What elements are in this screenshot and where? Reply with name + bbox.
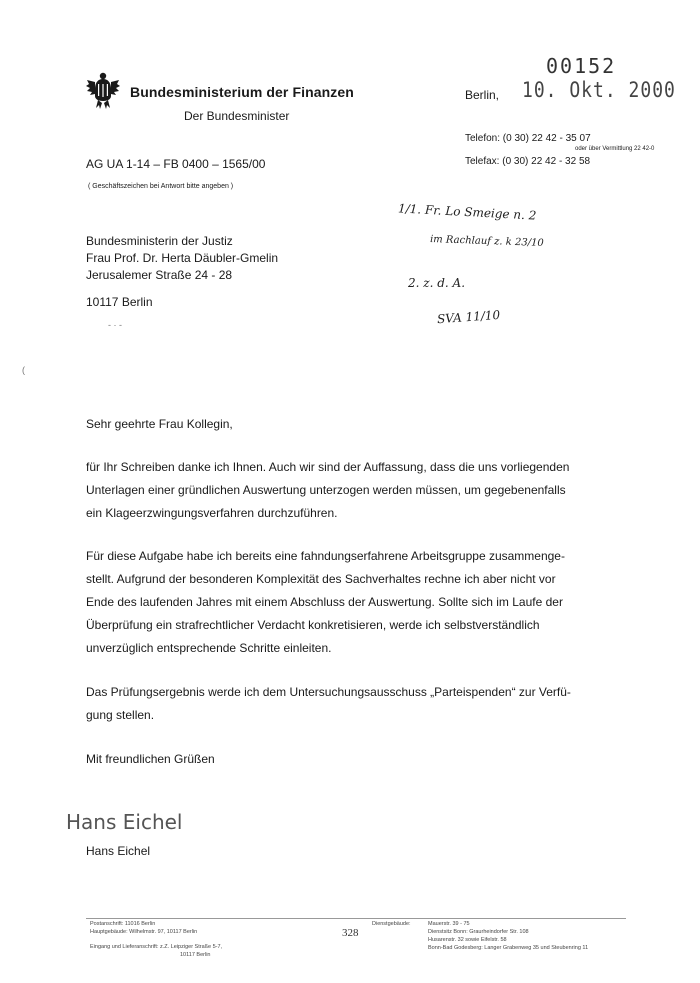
signature: Hans Eichel xyxy=(66,810,183,834)
paragraph-2 xyxy=(86,545,626,660)
footer-address-4: Bonn-Bad Godesberg: Langer Grabenweg 35 und Steubenring 11 xyxy=(428,945,589,951)
page-number: 328 xyxy=(342,927,359,939)
ministry-name: Bundesministerium der Finanzen xyxy=(130,84,354,100)
paragraph-line: unverzüglich entsprechende Schritte einleiten. xyxy=(86,641,332,655)
salutation: Sehr geehrte Frau Kollegin, xyxy=(86,417,233,431)
recipient-line-2: Frau Prof. Dr. Herta Däubler-Gmelin xyxy=(86,251,279,265)
paragraph-line: Überprüfung ein strafrechtlicher Verdacht konkretisieren, werde ich selbstverständlich xyxy=(86,618,540,632)
document-stamp-number: 00152 xyxy=(546,54,617,78)
paragraph-line: gung stellen. xyxy=(86,708,155,722)
footer-eingang-plz: 10117 Berlin xyxy=(180,952,211,958)
footer-divider xyxy=(86,918,626,919)
paragraph-line: für Ihr Schreiben danke ich Ihnen. Auch wir sind der Auffassung, dass die uns vorliegenden xyxy=(86,460,570,474)
paragraph-line: Unterlagen einer gründlichen Auswertung unterzogen werden müssen, um gegebenenfalls xyxy=(86,483,566,497)
footer-hauptgebaeude: Hauptgebäude: Wilhelmstr. 97, 10117 Berlin xyxy=(90,929,198,935)
handwritten-note-3: 2. z. d. A. xyxy=(408,276,466,290)
date-stamp: 10. Okt. 2000 xyxy=(522,77,676,104)
reference-number: AG UA 1-14 – FB 0400 – 1565/00 xyxy=(86,157,266,171)
footer-address-1: Mauerstr. 39 - 75 xyxy=(428,921,470,927)
closing: Mit freundlichen Grüßen xyxy=(86,752,215,766)
recipient-line-1: Bundesministerin der Justiz xyxy=(86,234,233,248)
recipient-line-3: Jerusalemer Straße 24 - 28 xyxy=(86,268,233,282)
paragraph-line: Ende des laufenden Jahres mit einem Abschluss der Auswertung. Sollte sich im Laufe der xyxy=(86,595,563,609)
scan-mark: - · - xyxy=(108,320,122,330)
footer-eingang: Eingang und Lieferanschrift: z.Z. Leipziger Straße 5-7, xyxy=(90,944,223,950)
paragraph-line: stellt. Aufgrund der besonderen Komplexität des Sachverhaltes rechne ich aber nicht vor xyxy=(86,572,556,586)
scan-mark: ( xyxy=(22,365,25,375)
paragraph-1 xyxy=(86,456,626,525)
signer-name: Hans Eichel xyxy=(86,844,151,858)
handwritten-note-1: 1/1. Fr. Lo Smeige n. 2 xyxy=(397,201,537,223)
handwritten-initials: SVA 11/10 xyxy=(436,307,501,327)
date-city: Berlin, xyxy=(465,88,500,102)
footer-dienstgebaeude-label: Dienstgebäude: xyxy=(372,921,411,927)
department-name: Der Bundesminister xyxy=(184,109,290,123)
telefax-number: Telefax: (0 30) 22 42 - 32 58 xyxy=(465,156,591,167)
paragraph-line: ein Klageerzwingungsverfahren durchzuführen. xyxy=(86,506,338,520)
footer-address-2: Dienstsitz Bonn: Graurheindorfer Str. 108 xyxy=(428,929,529,935)
telefon-number: Telefon: (0 30) 22 42 - 35 07 xyxy=(465,133,591,144)
handwritten-note-2: im Rachlauf z. k 23/10 xyxy=(429,234,544,249)
paragraph-line: Das Prüfungsergebnis werde ich dem Untersuchungsausschuss „Parteispenden“ zur Verfü- xyxy=(86,685,571,699)
paragraph-3 xyxy=(86,681,626,727)
paragraph-line: Für diese Aufgabe habe ich bereits eine fahndungserfahrene Arbeitsgruppe zusammenge- xyxy=(86,549,565,563)
footer-address-3: Husarenstr. 32 sowie Eifelstr. 58 xyxy=(428,937,507,943)
vermittlung-number: oder über Vermittlung 22 42-0 xyxy=(575,146,655,152)
recipient-city: 10117 Berlin xyxy=(86,295,153,309)
footer-postanschrift: Postanschrift: 11016 Berlin xyxy=(90,921,156,927)
federal-eagle-icon xyxy=(86,70,120,110)
reference-note: ( Geschäftszeichen bei Antwort bitte angeben ) xyxy=(88,183,234,190)
